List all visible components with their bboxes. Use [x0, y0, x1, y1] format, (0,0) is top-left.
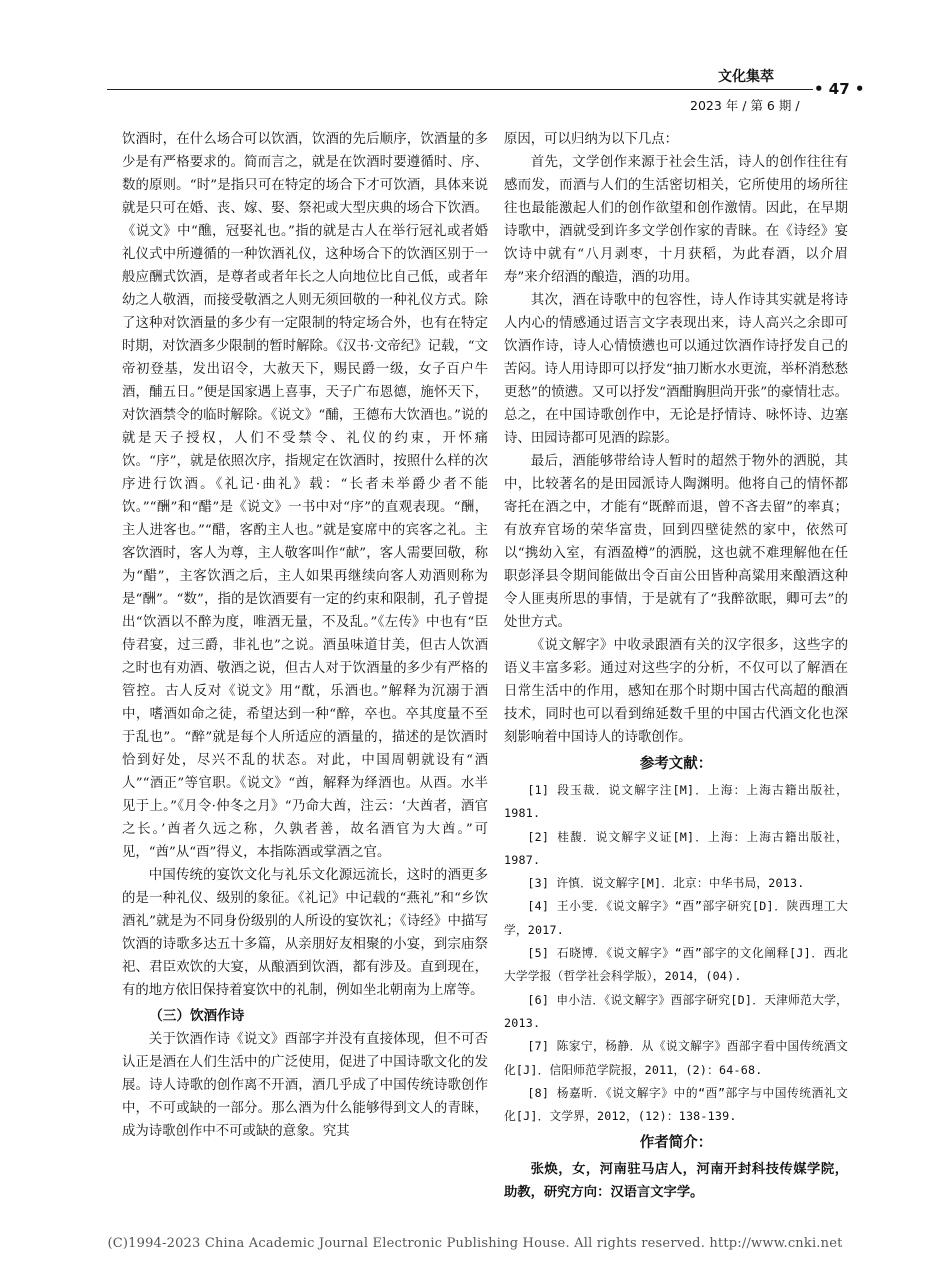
reference-list [504, 779, 848, 1128]
body-paragraph: 首先，文学创作来源于社会生活，诗人的创作往往有感而发，而酒与人们的生活密切相关，它所使用的场所往往也最能激起人们的创作欲望和创作激情。因此，在早期诗歌中，酒就受到许多文学创作家的青睐。在《诗经》宴饮诗中就有“八月剥枣，十月获稻，为此春酒，以介眉寿”来介绍酒的酿造，酒的功用。 [504, 155, 848, 285]
header-rule [107, 89, 813, 90]
section-subheading: （三）饮酒作诗 [149, 1008, 245, 1024]
right-column [504, 128, 848, 1204]
reference-item: [5] 石晓博．《说文解字》“酉”部字的文化阐释[J]．西北大学学报（哲学社会科学版），2014，(04). [504, 946, 848, 984]
body-paragraph: 关于饮酒作诗《说文》酉部字并没有直接体现，但不可否认正是酒在人们生活中的广泛使用，促进了中国诗歌文化的发展。诗人诗歌的创作离不开酒，酒几乎成了中国传统诗歌创作中，不可或缺的一部分。那么酒为什么能够得到文人的青睐，成为诗歌创作中不可或缺的意象。究其 [122, 1032, 488, 1139]
reference-item: [7] 陈家宁，杨静．从《说文解字》酉部字看中国传统酒文化[J]．信阳师范学院报，2011，(2)：64-68. [504, 1039, 848, 1077]
body-paragraph: 最后，酒能够带给诗人暂时的超然于物外的洒脱，其中，比较著名的是田园派诗人陶渊明。他将自己的情怀都寄托在酒之中，才能有“既醉而退，曾不吝去留”的率真；有放弃官场的荣华富贵，回到四壁徒然的家中，依然可以“携幼入室，有酒盈樽”的洒脱，这也就不难理解他在任职彭泽县令期间能做出令百亩公田皆种高粱用来酿酒这种令人匪夷所思的事情，于是就有了“我醉欲眠，卿可去”的处世方式。 [504, 454, 848, 630]
body-paragraph: 其次，酒在诗歌中的包容性，诗人作诗其实就是将诗人内心的情感通过语言文字表现出来，诗人高兴之余即可饮酒作诗，诗人心情愤懑也可以通过饮酒作诗抒发自己的苦闷。诗人用诗即可以抒发“抽刀断水水更流，举杯消愁愁更愁”的愤懑。又可以抒发“酒酣胸胆尚开张”的豪情壮志。总之，在中国诗歌创作中，无论是抒情诗、咏怀诗、边塞诗、田园诗都可见酒的踪影。 [504, 293, 848, 446]
reference-item: [4] 王小雯．《说文解字》“酉”部字研究[D]．陕西理工大学，2017. [504, 899, 848, 937]
reference-item: [8] 杨嘉昕．《说文解字》中的“酉”部字与中国传统酒礼文化[J]．文学界，2012，(12)：138-139. [504, 1085, 848, 1124]
issue-info: 2023 年 / 第 6 期 / [690, 98, 800, 113]
references-heading: 参考文献： [639, 756, 713, 772]
journal-section-title: 文化集萃 [718, 69, 774, 85]
page-header [0, 0, 950, 113]
body-paragraph: 中国传统的宴饮文化与礼乐文化源远流长，这时的酒更多的是一种礼仪、级别的象征。《礼记》中记载的“燕礼”和“乡饮酒礼”就是为不同身份级别的人所设的宴饮礼；《诗经》中描写饮酒的诗歌多达五十多篇，从亲朋好友相聚的小宴，到宗庙祭祀、君臣欢饮的大宴，从酿酒到饮酒，都有涉及。直到现在，有的地方依旧保持着宴饮中的礼制，例如坐北朝南为上席等。 [122, 868, 488, 998]
left-column [122, 128, 488, 1143]
reference-item: [2] 桂馥．说文解字义证[M]．上海：上海古籍出版社，1987. [504, 829, 848, 867]
reference-item: [6] 申小洁．《说文解字》酉部字研究[D]．天津师范大学，2013. [504, 992, 848, 1030]
body-paragraph: 《说文解字》中收录跟酒有关的汉字很多，这些字的语义丰富多彩。通过对这些字的分析，不仅可以了解酒在日常生活中的作用，感知在那个时期中国古代高超的酿酒技术，同时也可以看到绵延数千里的中国古代酒文化也深刻影响着中国诗人的诗歌创作。 [504, 638, 848, 745]
author-bio-heading: 作者简介： [639, 1135, 713, 1152]
author-bio: 张焕，女，河南驻马店人，河南开封科技传媒学院，助教，研究方向：汉语言文字学。 [504, 1162, 848, 1201]
reference-item: [3] 许慎．说文解字[M]．北京：中华书局，2013. [527, 876, 805, 891]
page-number: • 47 • [814, 80, 865, 98]
body-paragraph: 饮酒时，在什么场合可以饮酒，饮酒的先后顺序，饮酒量的多少是有严格要求的。简而言之，就是在饮酒时要遵循时、序、数的原则。“时”是指只可在特定的场合下才可饮酒，具体来说就是只可在婚、丧、嫁、娶、祭祀或大型庆典的场合下饮酒。《说文》中“醮，冠娶礼也。”指的就是古人在举行冠礼或者婚礼仪式中所遵循的一种饮酒礼仪，这种场合下的饮酒区别于一般应酬式饮酒，是尊者或者年长之人向地位比自己低，或者年幼之人敬酒，而接受敬酒之人则无须回敬的一种礼仪方式。除了这种对饮酒量的多少有一定限制的特定场合外，也有在特定时期，对饮酒多少限制的暂时解除。《汉书·文帝纪》记载，“文帝初登基，发出诏令，大赦天下，赐民爵一级，女子百户牛酒，酺五日。”便是国家遇上喜事，天子广布恩德，施怀天下，对饮酒禁令的临时解除。《说文》“酺，王德布大饮酒也。”说的就是天子授权，人们不受禁令、礼仪的约束，开怀痛饮。“序”，就是依照次序，指规定在饮酒时，按照什么样的次序进行饮酒。《礼记·曲礼》载：“长者未举爵少者不能饮。”“酬”和“醋”是《说文》一书中对“序”的直观表现。“酬，主人进客也。”“醋，客酌主人也。”就是宴席中的宾客之礼。主客饮酒时，客人为尊，主人敬客叫作“献”，客人需要回敬，称为“醋”，主客饮酒之后，主人如果再继续向客人劝酒则称为是“酬”。“数”，指的是饮酒要有一定的约束和限制，孔子曾提出“饮酒以不醉为度，唯酒无量，不及乱。”《左传》中也有“臣侍君宴，过三爵，非礼也”之说。酒虽味道甘美，但古人饮酒之时也有劝酒、敬酒之说，但古人对于饮酒量的多少有严格的管控。古人反对《说文》用“酖，乐酒也。”解释为沉溺于酒中，嗜酒如命之徒，希望达到一种“醉，卒也。卒其度量不至于乱也”。“醉”就是每个人所适应的酒量的，描述的是饮酒时恰到好处，尽兴不乱的状态。对此，中国周朝就设有“酒人”“酒正”等官职。《说文》“酋，解释为绎酒也。从酉。水半见于上。”《月令·仲冬之月》“乃命大酋，注云：‘大酋者，酒官之长。’酋者久远之称，久孰者善，故名酒官为大酋。”可见，“酋”从“酉”得义，本指陈酒或掌酒之官。 [122, 132, 488, 860]
copyright-footer: (C)1994-2023 China Academic Journal Electronic Publishing House. All rights reserved. http://www.cnki.net [107, 1236, 843, 1251]
reference-item: [1] 段玉裁．说文解字注[M]．上海：上海古籍出版社，1981. [504, 783, 848, 821]
body-paragraph: 原因，可以归纳为以下几点： [504, 132, 679, 147]
